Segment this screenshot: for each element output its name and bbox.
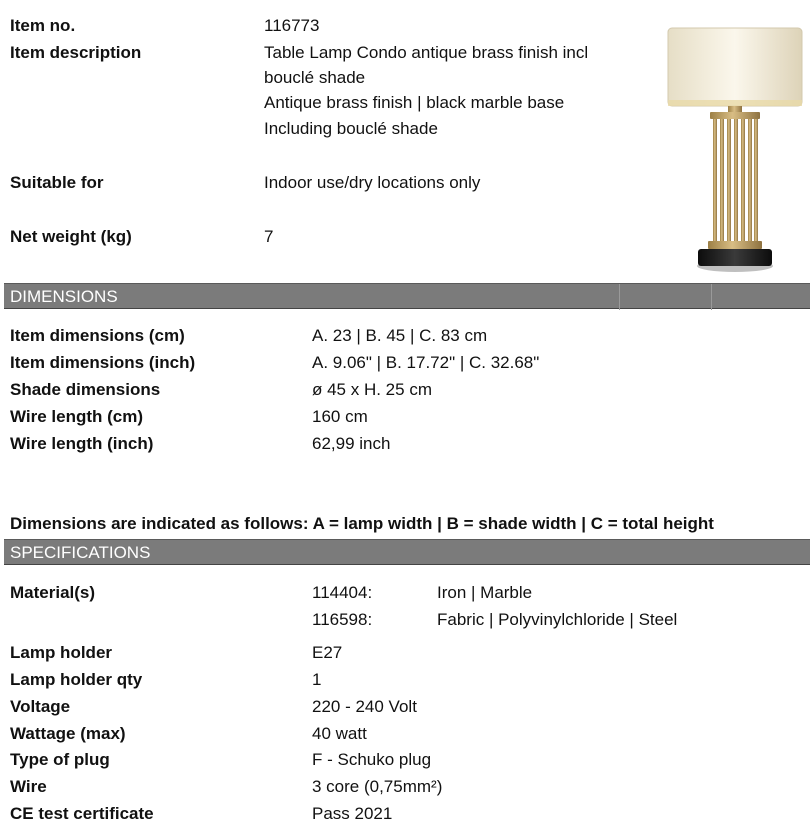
table-lamp-image [664,26,806,274]
item-description-line: bouclé shade [264,68,366,87]
spec-row-label: Lamp holder [10,643,113,662]
item-no-value: 116773 [264,16,320,35]
dimensions-row-label: Wire length (cm) [10,407,144,426]
spec-row-value: 220 - 240 Volt [312,697,417,716]
dimensions-header [4,283,810,309]
dimensions-row-label: Shade dimensions [10,380,161,399]
header-divider [711,284,712,310]
dimensions-row-value: 160 cm [312,407,368,426]
item-description-label: Item description [10,43,142,62]
spec-row-value: Pass 2021 [312,804,393,823]
spec-row-label: Wattage (max) [10,724,126,743]
net-weight-label: Net weight (kg) [10,227,132,246]
spec-row-value: 40 watt [312,724,367,743]
item-no-label: Item no. [10,16,76,35]
dimensions-row-label: Wire length (inch) [10,434,154,453]
spec-row-value: 3 core (0,75mm²) [312,777,443,796]
spec-row-label: Voltage [10,697,71,716]
dimensions-row-value: ø 45 x H. 25 cm [312,380,432,399]
material-code: 116598: [312,610,373,629]
spec-row-value: 1 [312,670,322,689]
spec-row-label: Lamp holder qty [10,670,143,689]
spec-row-label: CE test certificate [10,804,154,823]
specifications-header-text: SPECIFICATIONS [10,543,151,562]
spec-row-label: Wire [10,777,47,796]
material-value: Iron | Marble [437,583,533,602]
spec-row-value: F - Schuko plug [312,750,432,769]
dimensions-row-value: A. 9.06" | B. 17.72" | C. 32.68" [312,353,540,372]
item-description-line: Table Lamp Condo antique brass finish incl [264,43,589,62]
material-code: 114404: [312,583,373,602]
spec-row-label: Type of plug [10,750,110,769]
dimensions-row-label: Item dimensions (cm) [10,326,185,345]
net-weight-value: 7 [264,227,274,246]
suitable-for-value: Indoor use/dry locations only [264,173,481,192]
dimensions-row-value: A. 23 | B. 45 | C. 83 cm [312,326,488,345]
dimensions-row-value: 62,99 inch [312,434,391,453]
material-value: Fabric | Polyvinylchloride | Steel [437,610,678,629]
header-divider [619,284,620,310]
suitable-for-label: Suitable for [10,173,104,192]
item-description-line: Including bouclé shade [264,119,438,138]
materials-label: Material(s) [10,583,96,602]
dimensions-header-text: DIMENSIONS [10,287,118,306]
dimensions-note: Dimensions are indicated as follows: A = lamp width | B = shade width | C = total height [10,514,714,533]
dimensions-row-label: Item dimensions (inch) [10,353,196,372]
spec-row-value: E27 [312,643,343,662]
item-description-line: Antique brass finish | black marble base [264,93,565,112]
specifications-header [4,539,810,565]
